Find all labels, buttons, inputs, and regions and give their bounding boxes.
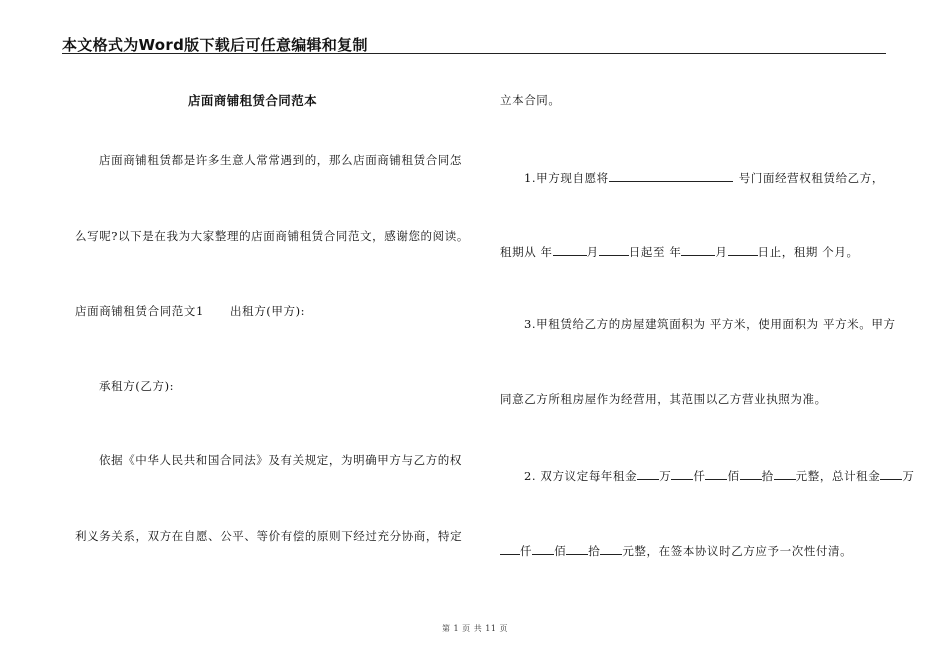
blank-field (609, 170, 733, 182)
blank-field (600, 543, 622, 555)
clause-1-term-text: 日止，租期 个月。 (757, 245, 859, 259)
clause-1-term-text: 日起至 年 (628, 245, 682, 259)
blank-field (681, 244, 715, 256)
intro-line-1: 店面商铺租赁都是许多生意人常常遇到的，那么店面商铺租赁合同怎 (99, 153, 462, 167)
blank-field (705, 468, 727, 480)
clause-1-text-a: 1.甲方现自愿将 (524, 171, 609, 185)
lessor-label: 出租方(甲方): (230, 304, 306, 318)
document-header-banner: 本文格式为Word版下载后可任意编辑和复制 (62, 36, 368, 54)
clause-3-line-2: 同意乙方所租房屋作为经营用，其范围以乙方营业执照为准。 (500, 392, 827, 406)
blank-field (774, 468, 796, 480)
clause-2-text: 拾 (761, 469, 774, 483)
clause-1-term-text: 租期从 年 (500, 245, 553, 259)
clause-2-line-1 (524, 468, 914, 483)
blank-field (500, 543, 520, 555)
blank-field (740, 468, 762, 480)
clause-2-text: 佰 (727, 469, 740, 483)
clause-1-line-1 (524, 170, 884, 185)
blank-field (880, 468, 902, 480)
basis-line-1: 依据《中华人民共和国合同法》及有关规定，为明确甲方与乙方的权 (99, 453, 462, 467)
clause-2-text: 万 (659, 469, 672, 483)
intro-line-2: 么写呢?以下是在我为大家整理的店面商铺租赁合同范文，感谢您的阅读。 (75, 229, 469, 243)
lessee-label: 承租方(乙方): (99, 379, 175, 393)
clause-2-text: 仟 (520, 544, 533, 558)
blank-field (671, 468, 693, 480)
clause-2-text: 拾 (588, 544, 601, 558)
sample-label: 店面商铺租赁合同范文1 (75, 304, 204, 318)
blank-field (728, 244, 758, 256)
blank-field (553, 244, 587, 256)
clause-3-line-1: 3.甲租赁给乙方的房屋建筑面积为 平方米，使用面积为 平方米。甲方 (524, 317, 896, 331)
blank-field (637, 468, 659, 480)
clause-2-text: 仟 (693, 469, 706, 483)
clause-2-text: 万 (902, 469, 915, 483)
blank-field (566, 543, 588, 555)
page-indicator: 第 1 页 共 11 页 (442, 624, 508, 633)
blank-field (599, 244, 629, 256)
header-divider (62, 53, 886, 54)
clause-2-text: 元整，总计租金 (795, 469, 881, 483)
clause-1-term-text: 月 (715, 245, 728, 259)
clause-1-line-2 (500, 244, 859, 259)
basis-line-2: 利义务关系，双方在自愿、公平、等价有偿的原则下经过充分协商，特定 (75, 529, 463, 543)
clause-2-text: 元整，在签本协议时乙方应予一次性付清。 (622, 544, 853, 558)
clause-1-text-b: 号门面经营权租赁给乙方， (738, 171, 884, 185)
document-title: 店面商铺租赁合同范本 (188, 93, 318, 108)
clause-2-text: 2. 双方议定每年租金 (524, 469, 638, 483)
clause-2-line-2 (500, 543, 852, 558)
continuation-line: 立本合同。 (500, 93, 561, 107)
clause-2-text: 佰 (554, 544, 567, 558)
clause-1-term-text: 月 (586, 245, 599, 259)
blank-field (532, 543, 554, 555)
